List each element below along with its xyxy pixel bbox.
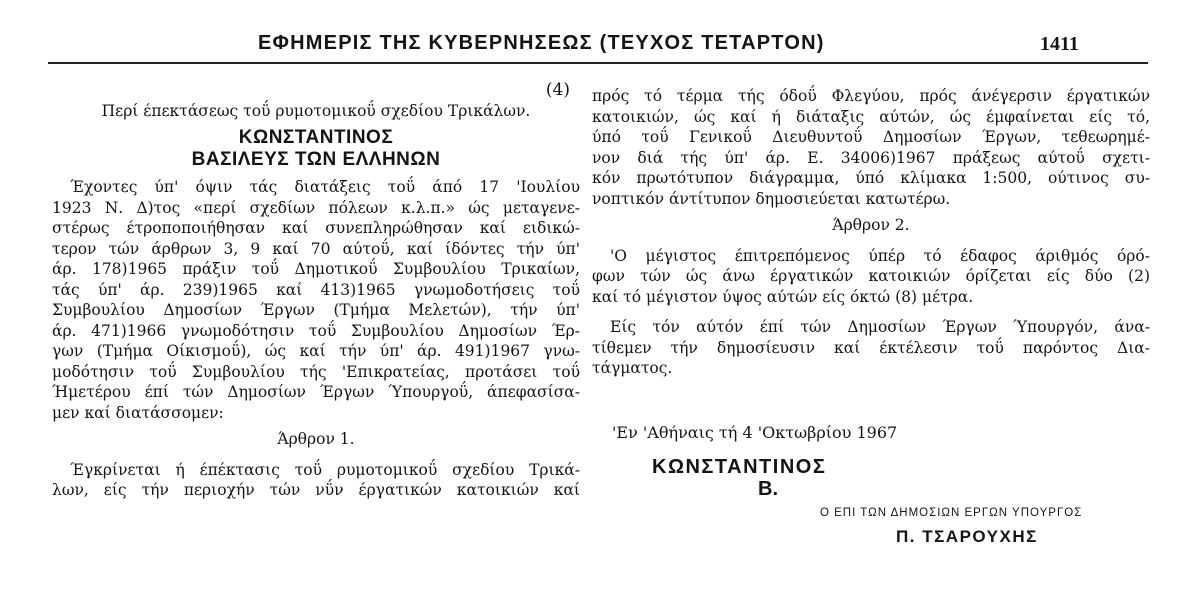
signer-initial: Β. <box>758 478 778 500</box>
closing-line: τάγματος. <box>592 359 673 377</box>
preamble-line: άρ. 471)1966 γνωμοδότησιν τοΰ Συμβουλίου Δημοσίων Έρ- <box>52 321 580 340</box>
preamble-line: τάς ύπ' άρ. 239)1965 καί 413)1965 γνωμοδοτήσεις τοΰ <box>52 280 580 299</box>
article-1-heading: Άρθρον 1. <box>277 430 355 448</box>
preamble-line: Συμβουλίου Δημοσίων Έργων (Τμήμα Μελετών), τήν ύπ' <box>52 301 580 319</box>
decree-date: 'Εν 'Αθήναις τή 4 'Οκτωβρίου 1967 <box>612 423 898 442</box>
article-2-line: καί τό μέγιστον ύψος αύτών είς όκτώ (8) μέτρα. <box>592 287 974 306</box>
closing-line: τίθεμεν τήν δημοσίευσιν καί έκτέλεσιν τοΰ παρόντος Δια- <box>592 338 1150 357</box>
minister-name: Π. ΤΣΑΡΟΥΧΗΣ <box>896 527 1038 546</box>
signer-king: ΚΩΝΣΤΑΝΤΙΝΟΣ <box>652 456 827 478</box>
article-1-line: κόν πρωτότυπον διάγραμμα, ύπό κλίμακα 1:500, ούτινος συ- <box>592 169 1150 187</box>
king-name: ΚΩΝΣΤΑΝΤΙΝΟΣ <box>238 127 394 148</box>
decree-number: (4) <box>545 80 570 100</box>
article-1-line: λων, είς τήν περιοχήν τών νΰν έργατικών κατοικιών καί <box>52 481 580 499</box>
article-2-line: 'Ο μέγιστος έπιτρεπόμενος ύπέρ τό έδαφος άριθμός όρό- <box>610 246 1150 265</box>
preamble-line: τερον τών άρθρων 3, 9 καί 70 αύτοΰ, καί ίδόντες τήν ύπ' <box>52 239 580 258</box>
preamble-line: μοδότησιν τοΰ Συμβουλίου τής 'Επικρατείας, προτάσει τοΰ <box>52 362 580 381</box>
article-1-line: πρός τό τέρμα τής όδοΰ Φλεγύου, πρός άνέγερσιν έργατικών <box>592 87 1150 105</box>
header-divider <box>48 62 1148 64</box>
article-1-line: ύπό τοΰ Γενικοΰ Διευθυντοΰ Δημοσίων Έργων, τεθεωρημέ- <box>592 128 1150 146</box>
preamble-line: γων (Τμήμα Οίκισμοΰ), ώς καί τήν ύπ' άρ. 491)1967 γνω- <box>52 342 580 360</box>
article-1-line: νοπτικόν άντίτυπον δημοσιεύεται κατωτέρω. <box>592 189 951 208</box>
preamble-line: 1923 Ν. Δ)τος «περί σχεδίων πόλεων κ.λ.π.» ώς μεταγενε- <box>52 198 580 217</box>
preamble-line: άρ. 178)1965 πράξιν τοΰ Δημοτικοΰ Συμβουλίου Τρικαίων, <box>52 260 580 278</box>
left-column <box>52 80 580 501</box>
king-title: ΒΑΣΙΛΕΥΣ ΤΩΝ ΕΛΛΗΝΩΝ <box>191 149 441 170</box>
minister-title: Ο ΕΠΙ ΤΩΝ ΔΗΜΟΣΙΩΝ ΕΡΓΩΝ ΥΠΟΥΡΓΟΣ <box>820 507 1083 519</box>
page-number: 1411 <box>1040 33 1079 55</box>
gazette-header <box>0 28 1200 62</box>
article-2-heading: Άρθρον 2. <box>832 216 910 234</box>
article-2-line: φων τών ώς άνω έργατικών κατοικιών όρίζεται είς δύο (2) <box>592 267 1150 285</box>
decree-subject: Περί έπεκτάσεως τοΰ ρυμοτομικοΰ σχεδίου Τρικάλων. <box>101 101 531 120</box>
preamble-line: Έχοντες ύπ' όψιν τάς διατάξεις τοΰ άπό 17 'Ιουλίου <box>70 178 580 196</box>
preamble-line: μεν καί διατάσσομεν: <box>52 403 224 422</box>
article-1-line: νον διά τής ύπ' άρ. Ε. 34006)1967 πράξεως αύτοΰ σχετι- <box>592 148 1150 167</box>
right-column <box>592 86 1150 379</box>
article-1-line: κατοικιών, ώς καί ή διάταξις αύτών, ώς έμφαίνεται είς τό, <box>592 107 1150 126</box>
article-1-line: Έγκρίνεται ή έπέκτασις τοΰ ρυμοτομικοΰ σχεδίου Τρικά- <box>70 460 580 479</box>
closing-line: Είς τόν αύτόν έπί τών Δημοσίων Έργων Ύπουργόν, άνα- <box>610 318 1150 336</box>
preamble-line: στέρως έτροποποιήθησαν καί συνεπληρώθησαν καί ειδικώ- <box>52 219 580 237</box>
preamble <box>52 177 580 423</box>
preamble-line: Ήμετέρου έπί τών Δημοσίων Έργων Ύπουργοΰ, άπεφασίσα- <box>52 383 580 401</box>
gazette-title: ΕΦΗΜΕΡΙΣ ΤΗΣ ΚΥΒΕΡΝΗΣΕΩΣ (ΤΕΥΧΟΣ ΤΕΤΑΡΤΟΝ) <box>258 32 825 54</box>
